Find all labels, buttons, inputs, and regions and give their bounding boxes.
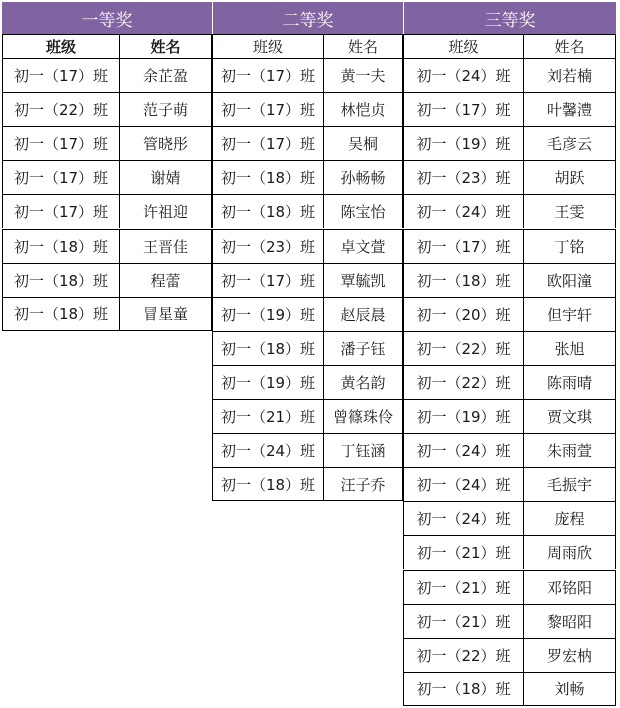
- second-prize-class-cell: 初一（19）班: [212, 297, 323, 331]
- third-prize-name-cell: 欧阳潼: [523, 263, 616, 297]
- second-prize-name-cell: 陈宝怡: [323, 194, 403, 228]
- third-prize-class-cell: 初一（22）班: [403, 331, 523, 365]
- third-prize-class-cell: 初一（21）班: [403, 604, 523, 638]
- second-prize-class-cell: 初一（18）班: [212, 331, 323, 365]
- third-prize-header-name: 姓名: [523, 34, 616, 58]
- second-prize-header-name: 姓名: [323, 34, 403, 58]
- third-prize-name-cell: 周雨欣: [523, 535, 616, 569]
- third-prize-name-cell: 邓铭阳: [523, 570, 616, 604]
- third-prize-class-cell: 初一（22）班: [403, 365, 523, 399]
- second-prize-name-cell: 林恺贞: [323, 92, 403, 126]
- second-prize-name-cell: 潘子钰: [323, 331, 403, 365]
- third-prize-name-cell: 贾文琪: [523, 399, 616, 433]
- first-prize-class-cell: 初一（17）班: [2, 160, 119, 194]
- second-prize-name-cell: 覃毓凯: [323, 263, 403, 297]
- third-prize-class-cell: 初一（21）班: [403, 570, 523, 604]
- first-prize-class-cell: 初一（17）班: [2, 194, 119, 228]
- third-prize-name-cell: 王雯: [523, 194, 616, 228]
- second-prize-name-cell: 黄名韵: [323, 365, 403, 399]
- first-prize-name-cell: 王晋佳: [119, 229, 212, 263]
- second-prize-class-cell: 初一（24）班: [212, 433, 323, 467]
- first-prize-name-cell: 范子萌: [119, 92, 212, 126]
- first-prize-name-cell: 谢婧: [119, 160, 212, 194]
- third-prize-name-cell: 朱雨萱: [523, 433, 616, 467]
- third-prize-name-cell: 刘畅: [523, 672, 616, 706]
- third-prize-name-cell: 叶馨澧: [523, 92, 616, 126]
- third-prize-name-cell: 但宇轩: [523, 297, 616, 331]
- award-table: [2, 2, 616, 704]
- third-prize-name-cell: 陈雨晴: [523, 365, 616, 399]
- third-prize-class-cell: 初一（24）班: [403, 433, 523, 467]
- first-prize-class-cell: 初一（17）班: [2, 126, 119, 160]
- third-prize-class-cell: 初一（24）班: [403, 58, 523, 92]
- third-prize-name-cell: 胡跃: [523, 160, 616, 194]
- second-prize-class-cell: 初一（21）班: [212, 399, 323, 433]
- first-prize-class-cell: 初一（18）班: [2, 229, 119, 263]
- third-prize-class-cell: 初一（24）班: [403, 501, 523, 535]
- third-prize-name-cell: 张旭: [523, 331, 616, 365]
- second-prize-name-cell: 汪子乔: [323, 467, 403, 501]
- second-prize-name-cell: 卓文萱: [323, 229, 403, 263]
- third-prize-class-cell: 初一（23）班: [403, 160, 523, 194]
- third-prize-class-cell: 初一（24）班: [403, 194, 523, 228]
- third-prize-name-cell: 罗宏枘: [523, 638, 616, 672]
- third-prize-class-cell: 初一（21）班: [403, 535, 523, 569]
- second-prize-name-cell: 丁钰涵: [323, 433, 403, 467]
- second-prize-class-cell: 初一（17）班: [212, 263, 323, 297]
- third-prize-name-cell: 刘若楠: [523, 58, 616, 92]
- third-prize-class-cell: 初一（18）班: [403, 672, 523, 706]
- second-prize-class-cell: 初一（18）班: [212, 160, 323, 194]
- first-prize-class-cell: 初一（18）班: [2, 263, 119, 297]
- second-prize-name-cell: 赵辰晨: [323, 297, 403, 331]
- third-prize-name-cell: 毛振宇: [523, 467, 616, 501]
- first-prize-header-class: 班级: [2, 34, 119, 58]
- third-prize-name-cell: 黎昭阳: [523, 604, 616, 638]
- first-prize-name-cell: 程蕾: [119, 263, 212, 297]
- second-prize-class-cell: 初一（23）班: [212, 229, 323, 263]
- first-prize-name-cell: 许祖迎: [119, 194, 212, 228]
- second-prize-class-cell: 初一（18）班: [212, 467, 323, 501]
- first-prize-header-name: 姓名: [119, 34, 212, 58]
- second-prize-class-cell: 初一（17）班: [212, 92, 323, 126]
- third-prize-title: 三等奖: [403, 2, 616, 34]
- second-prize-name-cell: 吴桐: [323, 126, 403, 160]
- second-prize-class-cell: 初一（18）班: [212, 194, 323, 228]
- first-prize-class-cell: 初一（22）班: [2, 92, 119, 126]
- first-prize-class-cell: 初一（17）班: [2, 58, 119, 92]
- second-prize-title: 二等奖: [212, 2, 403, 34]
- third-prize-class-cell: 初一（17）班: [403, 229, 523, 263]
- first-prize-name-cell: 余芷盈: [119, 58, 212, 92]
- third-prize-header-class: 班级: [403, 34, 523, 58]
- first-prize-title: 一等奖: [2, 2, 212, 34]
- first-prize-class-cell: 初一（18）班: [2, 297, 119, 331]
- third-prize-name-cell: 丁铭: [523, 229, 616, 263]
- second-prize-class-cell: 初一（17）班: [212, 58, 323, 92]
- third-prize-class-cell: 初一（24）班: [403, 467, 523, 501]
- third-prize-class-cell: 初一（20）班: [403, 297, 523, 331]
- third-prize-name-cell: 毛彦云: [523, 126, 616, 160]
- third-prize-class-cell: 初一（17）班: [403, 92, 523, 126]
- second-prize-class-cell: 初一（19）班: [212, 365, 323, 399]
- second-prize-name-cell: 黄一夫: [323, 58, 403, 92]
- first-prize-name-cell: 冒星童: [119, 297, 212, 331]
- third-prize-class-cell: 初一（22）班: [403, 638, 523, 672]
- second-prize-class-cell: 初一（17）班: [212, 126, 323, 160]
- second-prize-name-cell: 曾篠珠伶: [323, 399, 403, 433]
- second-prize-name-cell: 孙畅畅: [323, 160, 403, 194]
- third-prize-class-cell: 初一（19）班: [403, 399, 523, 433]
- third-prize-class-cell: 初一（18）班: [403, 263, 523, 297]
- first-prize-name-cell: 管晓彤: [119, 126, 212, 160]
- third-prize-class-cell: 初一（19）班: [403, 126, 523, 160]
- second-prize-header-class: 班级: [212, 34, 323, 58]
- third-prize-name-cell: 庞程: [523, 501, 616, 535]
